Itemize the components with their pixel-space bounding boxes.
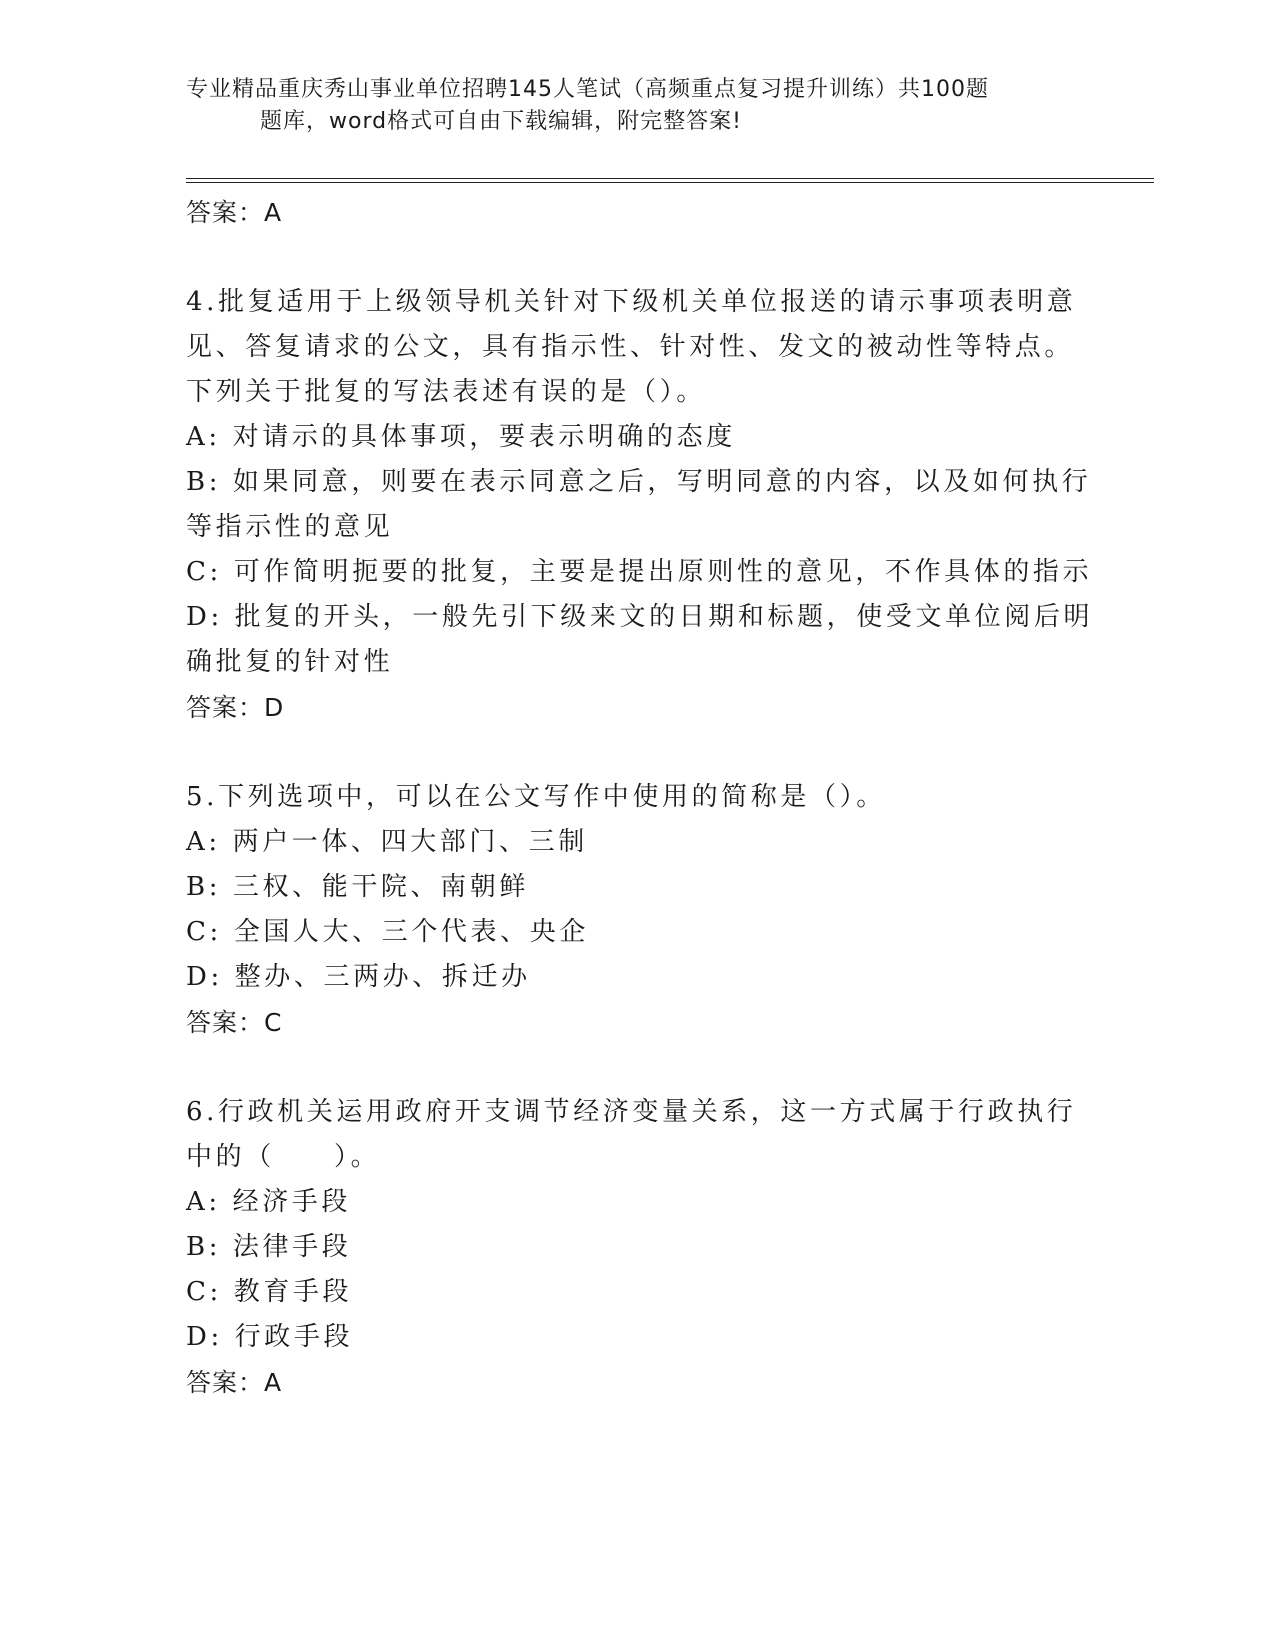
question-6-option-b: B: 法律手段: [186, 1232, 352, 1262]
question-6-option-a: A: 经济手段: [186, 1187, 352, 1217]
question-5-option-b: B: 三权、能干院、南朝鲜: [186, 872, 529, 902]
question-6-option-c: C: 教育手段: [186, 1277, 353, 1307]
header-line-1: 专业精品重庆秀山事业单位招聘145人笔试（高频重点复习提升训练）共100题: [186, 77, 989, 102]
header-rule-bottom: [186, 182, 1154, 183]
document-body: [186, 190, 1094, 1405]
question-4-stem-line-3: 下列关于批复的写法表述有误的是（）。: [186, 377, 706, 407]
header-line-2: 题库，word格式可自由下载编辑，附完整答案!: [260, 109, 742, 134]
question-5: [186, 775, 1086, 1045]
question-6-stem-line-1: 6.行政机关运用政府开支调节经济变量关系，这一方式属于行政执行: [186, 1097, 1077, 1127]
question-6-option-d: D: 行政手段: [186, 1322, 354, 1352]
question-5-stem: 5.下列选项中，可以在公文写作中使用的简称是（）。: [186, 782, 886, 812]
document-header: [186, 74, 1066, 138]
question-4-answer: 答案：D: [186, 693, 285, 722]
question-6: [186, 1090, 1086, 1405]
question-4-option-d-line-1: D: 批复的开头，一般先引下级来文的日期和标题，使受文单位阅后明: [186, 602, 1094, 632]
question-4-option-b-line-1: B: 如果同意，则要在表示同意之后，写明同意的内容，以及如何执行: [186, 467, 1092, 497]
question-5-option-a: A: 两户一体、四大部门、三制: [186, 827, 588, 857]
question-4-stem-line-2: 见、答复请求的公文，具有指示性、针对性、发文的被动性等特点。: [186, 332, 1075, 362]
previous-answer: 答案：A: [186, 198, 283, 227]
question-4-option-d-line-2: 确批复的针对性: [186, 647, 394, 677]
question-6-stem-line-2: 中的（ ）。: [186, 1142, 381, 1172]
question-4: [186, 280, 1094, 730]
question-4-option-c: C: 可作简明扼要的批复，主要是提出原则性的意见，不作具体的指示: [186, 557, 1093, 587]
header-rule-top: [186, 178, 1154, 179]
question-5-answer: 答案：C: [186, 1008, 283, 1037]
question-5-option-d: D: 整办、三两办、拆迁办: [186, 962, 531, 992]
question-5-option-c: C: 全国人大、三个代表、央企: [186, 917, 589, 947]
spacer: [186, 1045, 1086, 1090]
spacer: [186, 730, 1086, 775]
question-4-option-b-line-2: 等指示性的意见: [186, 512, 394, 542]
question-4-stem-line-1: 4.批复适用于上级领导机关针对下级机关单位报送的请示事项表明意: [186, 287, 1077, 317]
spacer: [186, 235, 1086, 280]
question-6-answer: 答案：A: [186, 1368, 283, 1397]
question-4-option-a: A: 对请示的具体事项，要表示明确的态度: [186, 422, 736, 452]
